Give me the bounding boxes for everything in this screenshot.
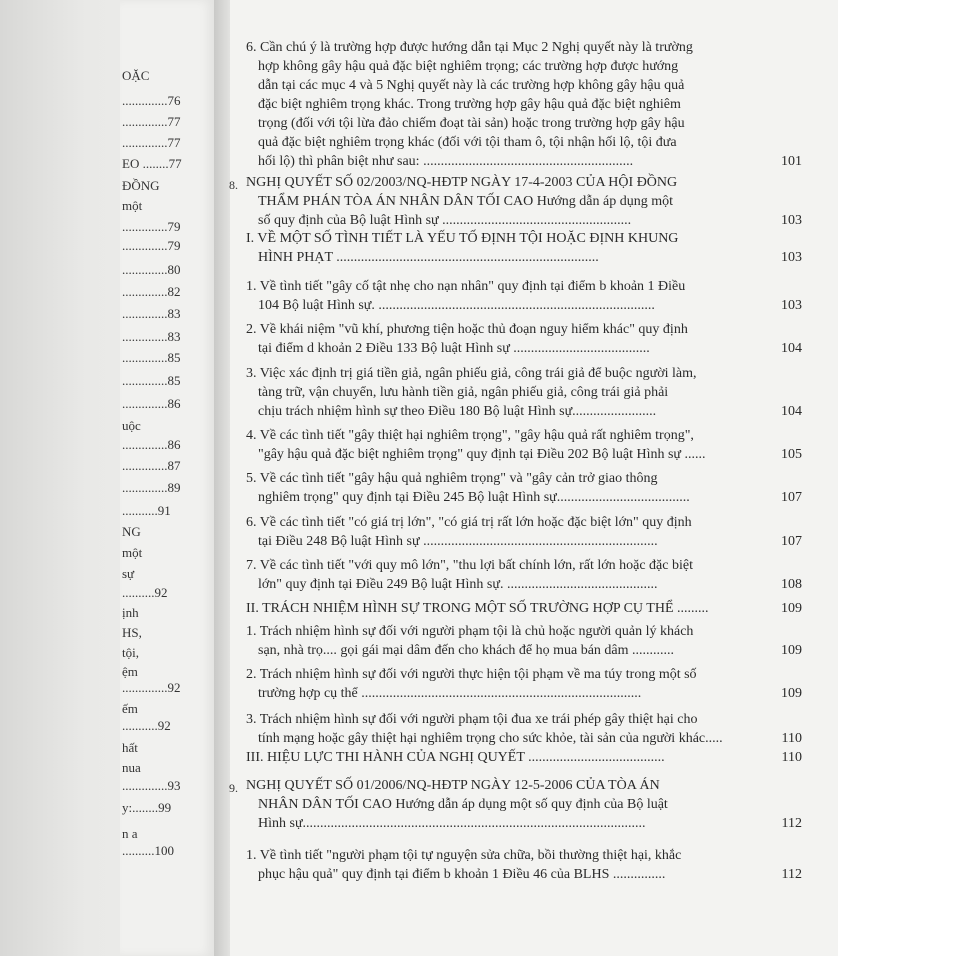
- toc-entry-line: tại Điều 248 Bộ luật Hình sự ...................................................................: [258, 534, 658, 549]
- toc-entry-line: 7. Về các tình tiết "với quy mô lớn", "thu lợi bất chính lớn, rất lớn hoặc đặc biệt: [246, 558, 693, 573]
- toc-entry: [246, 599, 802, 618]
- toc-entry: [246, 513, 802, 551]
- book-gutter: [214, 0, 230, 956]
- toc-entry: [229, 776, 802, 833]
- background-edge: [838, 0, 956, 956]
- toc-entry-line: lớn" quy định tại Điều 249 Bộ luật Hình sự. ...........................................: [258, 577, 658, 592]
- toc-entry: [246, 229, 802, 267]
- toc-entry-number: 8.: [229, 178, 238, 192]
- toc-entry-line: 4. Về các tình tiết "gây thiệt hại nghiêm trọng", "gây hậu quả rất nghiêm trọng",: [246, 428, 694, 443]
- toc-entry-number: 9.: [229, 781, 238, 795]
- left-page-line: ếm: [122, 701, 138, 716]
- left-page-line: HS,: [122, 625, 142, 640]
- toc-entry-line: trọng (đối với tội lừa đảo chiếm đoạt tài sản) hoặc trong trường hợp gây hậu: [258, 116, 685, 131]
- toc-entry: [229, 173, 802, 230]
- left-page-line: ..............86: [122, 396, 181, 411]
- toc-entry-line: tàng trữ, vận chuyển, lưu hành tiền giả, ngân phiếu giả, công trái giả phải: [258, 385, 669, 400]
- toc-entry-line: III. HIỆU LỰC THI HÀNH CỦA NGHỊ QUYẾT .......................................: [246, 750, 665, 765]
- toc-entry-line: 3. Việc xác định trị giá tiền giả, ngân phiếu giả, công trái giả để buộc người làm,: [246, 366, 697, 381]
- toc-page-number: 112: [781, 867, 802, 882]
- toc-page-number: 103: [781, 298, 802, 313]
- toc-entry-line: 5. Về các tình tiết "gây hậu quả nghiêm trọng" và "gây cản trở giao thông: [246, 471, 658, 486]
- toc-page-number: 104: [781, 341, 802, 356]
- toc-entry-line: nghiêm trọng" quy định tại Điều 245 Bộ luật Hình sự......................................: [258, 490, 690, 505]
- toc-entry: [246, 320, 802, 358]
- toc-entry-line: số quy định của Bộ luật Hình sự ......................................................: [258, 213, 632, 228]
- left-page-line: sự: [122, 566, 135, 581]
- toc-entry-line: II. TRÁCH NHIỆM HÌNH SỰ TRONG MỘT SỐ TRƯỜNG HỢP CỤ THỂ .........: [246, 601, 709, 616]
- toc-page-number: 109: [781, 686, 802, 701]
- toc-entry: [246, 38, 802, 171]
- toc-entry-line: 1. Về tình tiết "người phạm tội tự nguyện sửa chữa, bồi thường thiệt hại, khắc: [246, 848, 682, 863]
- toc-entry-line: 6. Cần chú ý là trường hợp được hướng dẫn tại Mục 2 Nghị quyết này là trường: [246, 40, 693, 55]
- left-page-line: ..........100: [122, 843, 174, 858]
- left-page-line: ..............83: [122, 329, 181, 344]
- toc-entry-line: sạn, nhà trọ.... gọi gái mại dâm đến cho khách để họ mua bán dâm ............: [258, 643, 675, 658]
- toc-entry: [246, 556, 802, 594]
- left-page-line: n a: [122, 826, 138, 841]
- left-page-line: ..............77: [122, 114, 181, 129]
- toc-entry-line: dẫn tại các mục 4 và 5 Nghị quyết này là các trường hợp không gây hậu quả: [258, 78, 685, 93]
- toc-entry-line: quả đặc biệt nghiêm trọng khác (đối với tội tham ô, tội nhận hối lộ, tội đưa: [258, 135, 677, 150]
- left-page-line: ..............79: [122, 219, 181, 234]
- toc-page-number: 104: [781, 404, 802, 419]
- toc-entry-line: 1. Trách nhiệm hình sự đối với người phạm tội là chủ hoặc người quản lý khách: [246, 624, 694, 639]
- left-page-line: ..............92: [122, 680, 181, 695]
- toc-entry-line: tại điểm d khoản 2 Điều 133 Bộ luật Hình sự .......................................: [258, 341, 650, 356]
- left-page-line: một: [122, 545, 143, 560]
- toc-entry-line: NGHỊ QUYẾT SỐ 01/2006/NQ-HĐTP NGÀY 12-5-2006 CỦA TÒA ÁN: [246, 778, 660, 793]
- toc-page-number: 103: [781, 250, 802, 265]
- toc-entry: [246, 846, 802, 884]
- toc-page-number: 105: [781, 447, 802, 462]
- toc-entry: [246, 665, 802, 703]
- left-page-line: y:........99: [122, 800, 172, 815]
- toc-page-number: 110: [781, 750, 802, 765]
- toc-entry: [246, 364, 802, 421]
- toc-entry-line: phục hậu quả" quy định tại điểm b khoản 1 Điều 46 của BLHS ...............: [258, 867, 666, 882]
- toc-page-number: 109: [781, 601, 802, 616]
- left-page-line: ệm: [122, 664, 138, 679]
- toc-page-number: 101: [781, 154, 802, 169]
- left-page-line: nua: [122, 760, 141, 775]
- toc-page-number: 103: [781, 213, 802, 228]
- left-page-line: ..............76: [122, 93, 181, 108]
- toc-entry-line: 3. Trách nhiệm hình sự đối với người phạm tội đua xe trái phép gây thiệt hại cho: [246, 712, 698, 727]
- toc-entry-line: 104 Bộ luật Hình sự. ...............................................................................: [258, 298, 655, 313]
- toc-entry-line: 2. Về khái niệm "vũ khí, phương tiện hoặc thủ đoạn nguy hiểm khác" quy định: [246, 322, 688, 337]
- toc-entry-line: đặc biệt nghiêm trọng khác. Trong trường hợp gây hậu quả đặc biệt nghiêm: [258, 97, 681, 112]
- left-page-line: ..........92: [122, 585, 168, 600]
- toc-entry-line: 2. Trách nhiệm hình sự đối với người thực hiện tội phạm về ma túy trong một số: [246, 667, 697, 682]
- toc-entry-line: I. VỀ MỘT SỐ TÌNH TIẾT LÀ YẾU TỐ ĐỊNH TỘI HOẶC ĐỊNH KHUNG: [246, 231, 679, 246]
- left-page-line: ịnh: [122, 605, 139, 620]
- left-page-line: ..............89: [122, 480, 181, 495]
- left-page-line: uộc: [122, 418, 141, 433]
- left-page-line: ..............79: [122, 238, 181, 253]
- toc-page-number: 107: [781, 490, 802, 505]
- left-page-line: ..............93: [122, 778, 181, 793]
- toc-entry: [246, 748, 802, 767]
- toc-page-number: 112: [781, 816, 802, 831]
- toc-entry: [246, 469, 802, 507]
- toc-entry-line: NGHỊ QUYẾT SỐ 02/2003/NQ-HĐTP NGÀY 17-4-2003 CỦA HỘI ĐỒNG: [246, 175, 678, 190]
- toc-page-number: 110: [781, 731, 802, 746]
- left-page-line: EO ........77: [122, 156, 182, 171]
- left-page-line: ..............87: [122, 458, 181, 473]
- left-page-line: ĐỒNG: [122, 178, 160, 193]
- toc-entry-line: hối lộ) thì phân biệt như sau: ............................................................: [258, 154, 634, 169]
- left-page-line: một: [122, 198, 143, 213]
- left-page-line: ...........91: [122, 503, 171, 518]
- toc-entry-line: HÌNH PHẠT ...........................................................................: [258, 250, 599, 265]
- toc-entry-line: Hình sự..................................................................................................: [258, 816, 646, 831]
- toc-entry: [246, 710, 802, 748]
- toc-page-number: 109: [781, 643, 802, 658]
- toc-entry-line: NHÂN DÂN TỐI CAO Hướng dẫn áp dụng một số quy định của Bộ luật: [258, 797, 668, 812]
- left-page-line: ..............86: [122, 437, 181, 452]
- left-page-line: ..............82: [122, 284, 181, 299]
- left-page-line: ..............85: [122, 350, 181, 365]
- toc-page-number: 107: [781, 534, 802, 549]
- left-page-line: NG: [122, 524, 141, 539]
- left-page-line: ..............85: [122, 373, 181, 388]
- toc-entry-line: "gây hậu quả đặc biệt nghiêm trọng" quy định tại Điều 202 Bộ luật Hình sự ......: [258, 447, 706, 462]
- toc-entry: [246, 277, 802, 315]
- toc-entry: [246, 426, 802, 464]
- toc-entry-line: chịu trách nhiệm hình sự theo Điều 180 Bộ luật Hình sự........................: [258, 404, 657, 419]
- left-page-line: tội,: [122, 645, 139, 660]
- left-page-line: ..............80: [122, 262, 181, 277]
- left-page-line: hất: [122, 740, 138, 755]
- toc-entry-line: 6. Về các tình tiết "có giá trị lớn", "có giá trị rất lớn hoặc đặc biệt lớn" quy định: [246, 515, 692, 530]
- toc-entry-line: trường hợp cụ thể ................................................................................: [258, 686, 642, 701]
- toc-entry-line: hợp không gây hậu quả đặc biệt nghiêm trọng; các trường hợp được hướng: [258, 59, 679, 74]
- toc-entry-line: 1. Về tình tiết "gây cố tật nhẹ cho nạn nhân" quy định tại điểm b khoản 1 Điều: [246, 279, 686, 294]
- toc-entry: [246, 622, 802, 660]
- left-page-line: ...........92: [122, 718, 171, 733]
- left-page-line: ..............77: [122, 135, 181, 150]
- left-page-line: ..............83: [122, 306, 181, 321]
- toc-entry-line: THẨM PHÁN TÒA ÁN NHÂN DÂN TỐI CAO Hướng dẫn áp dụng một: [258, 194, 674, 209]
- left-page-line: OẶC: [122, 68, 150, 83]
- toc-page-number: 108: [781, 577, 802, 592]
- toc-entry-line: tính mạng hoặc gây thiệt hại nghiêm trọng cho sức khỏe, tài sản của người khác.....: [258, 731, 723, 746]
